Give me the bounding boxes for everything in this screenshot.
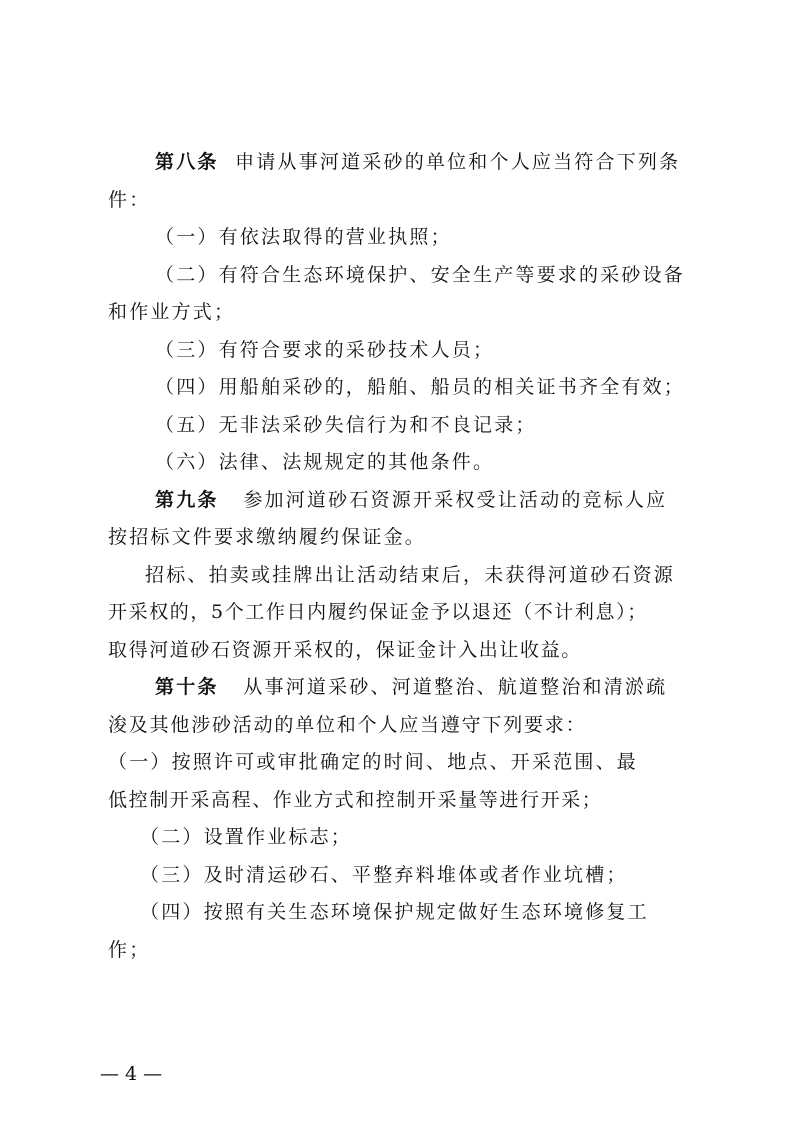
article9-para2-line1: 招标、拍卖或挂牌出让活动结束后，未获得河道砂石资源 <box>145 564 676 586</box>
article10-item-3: （三）及时清运砂石、平整弃料堆体或者作业坑槽； <box>140 864 628 886</box>
article8-intro-text: 申请从事河道采砂的单位和个人应当符合下列条 <box>235 151 681 173</box>
article8-item-5: （五）无非法采砂失信行为和不良记录； <box>155 414 537 436</box>
article9-title: 第九条 <box>155 489 219 511</box>
article8-intro-cont: 件： <box>108 189 151 211</box>
article8-item-4: （四）用船舶采砂的，船舶、船员的相关证书齐全有效； <box>155 376 686 398</box>
article10-item-2: （二）设置作业标志； <box>140 826 353 848</box>
article8-item-2: （二）有符合生态环境保护、安全生产等要求的采砂设备 <box>155 264 686 286</box>
article10-item-1: （一）按照许可或审批确定的时间、地点、开采范围、最 <box>108 751 639 773</box>
article10-item-1-cont: 低控制开采高程、作业方式和控制开采量等进行开采； <box>108 789 603 811</box>
article9-para2-line3: 取得河道砂石资源开采权的，保证金计入出让收益。 <box>108 639 582 661</box>
article8-title: 第八条 <box>155 151 219 173</box>
article8-item-1: （一）有依法取得的营业执照； <box>155 226 452 248</box>
article10-intro-cont: 浚及其他涉砂活动的单位和个人应当遵守下列要求： <box>108 714 587 736</box>
article9-intro-cont: 按招标文件要求缴纳履约保证金。 <box>108 526 427 548</box>
article8-item-6: （六）法律、法规规定的其他条件。 <box>155 451 495 473</box>
article8-item-2-cont: 和作业方式； <box>108 301 236 323</box>
article9-intro-text: 参加河道砂石资源开采权受让活动的竞标人应 <box>243 489 668 511</box>
article10-item-4-cont: 作； <box>108 939 151 961</box>
article8-intro <box>155 150 680 174</box>
page-number: — 4 — <box>100 1063 163 1085</box>
article9-intro <box>155 488 667 512</box>
article10-intro-text: 从事河道采砂、河道整治、航道整治和清淤疏 <box>243 676 668 698</box>
article9-para2-line2: 开采权的，5个工作日内履约保证金予以退还（不计利息）； <box>108 601 648 623</box>
article8-item-3: （三）有符合要求的采砂技术人员； <box>155 339 495 361</box>
article10-item-4: （四）按照有关生态环境保护规定做好生态环境修复工 <box>140 901 649 923</box>
article10-title: 第十条 <box>155 676 219 698</box>
article10-intro <box>155 675 667 699</box>
